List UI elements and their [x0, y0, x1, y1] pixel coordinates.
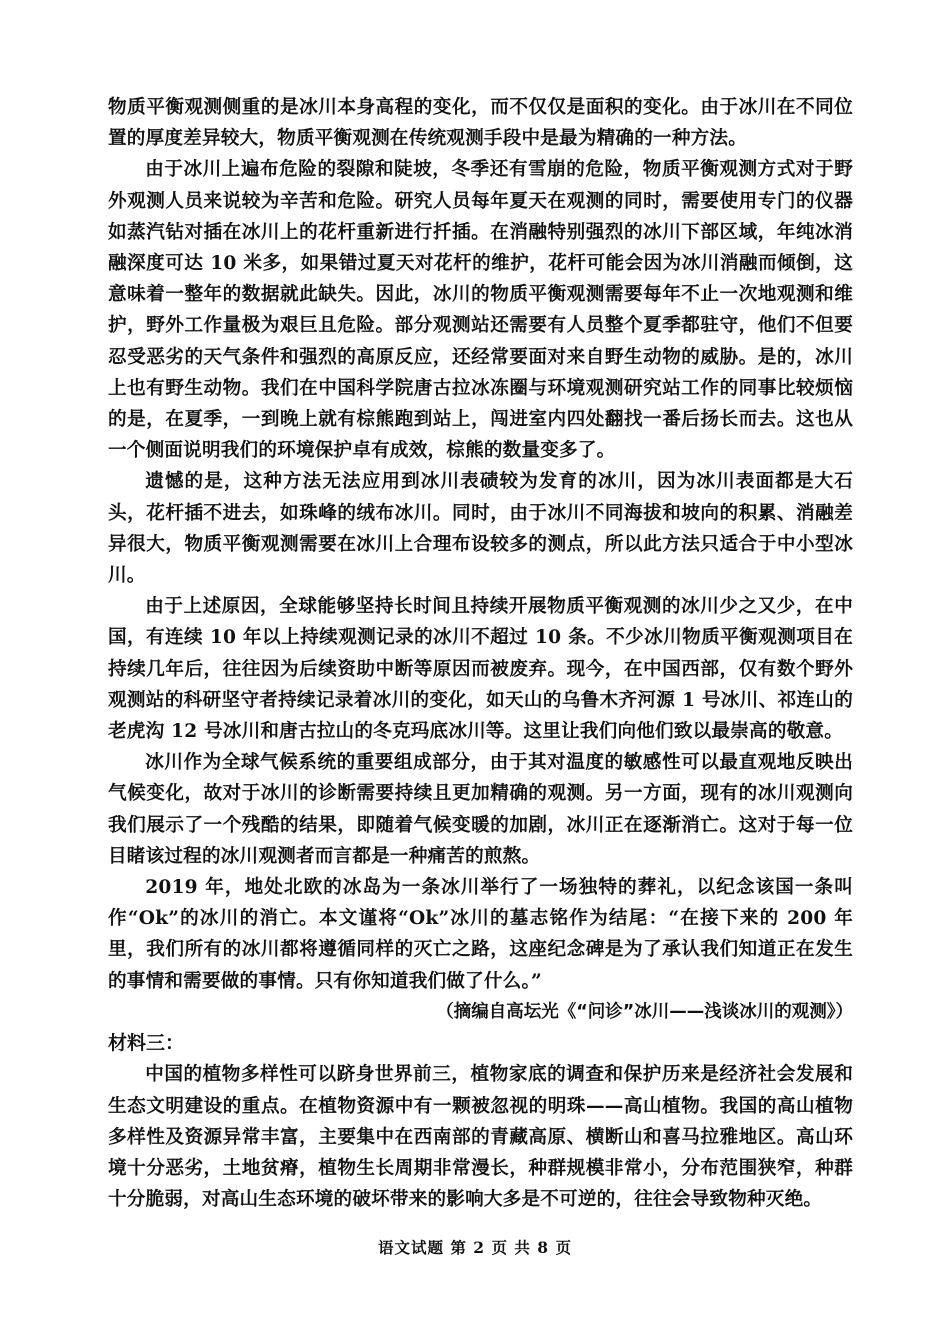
- exam-page-content: [108, 92, 853, 1215]
- paragraph-mass-balance-intro: 物质平衡观测侧重的是冰川本身高程的变化，而不仅仅是面积的变化。由于冰川在不同位置的厚度差异较大，物质平衡观测在传统观测手段中是最为精确的一种方法。: [108, 97, 853, 150]
- paragraph-climate-significance: 冰川作为全球气候系统的重要组成部分，由于其对温度的敏感性可以最直观地反映出气候变化，故对于冰川的诊断需要持续且更加精确的观测。另一方面，现有的冰川观测向我们展示了一个残酷的结果，即随着气候变暖的加剧，冰川正在逐渐消亡。这对于每一位目睹该过程的冰川观测者而言都是一种痛苦的煎熬。: [108, 752, 853, 867]
- paragraph-long-term-observation: 由于上述原因，全球能够坚持长时间且持续开展物质平衡观测的冰川少之又少，在中国，有连续 10 年以上持续观测记录的冰川不超过 10 条。不少冰川物质平衡观测项目在持续几年后，往往因为后续资助中断等原因而被废弃。现今，在中国西部，仅有数个野外观测站的科研坚守者持续记录着冰川的变化，如天山的乌鲁木齐河源 1 号冰川、祁连山的老虎沟 12 号冰川和唐古拉山的冬克玛底冰川等。这里让我们向他们致以最崇高的敬意。: [108, 596, 853, 743]
- material-three-heading: 材料三：: [108, 1032, 185, 1055]
- paragraph-alpine-plants: 中国的植物多样性可以跻身世界前三，植物家底的调查和保护历来是经济社会发展和生态文明建设的重点。在植物资源中有一颗被忽视的明珠——高山植物。我国的高山植物多样性及资源异常丰富，主要集中在西南部的青藏高原、横断山和喜马拉雅地区。高山环境十分恶劣，土地贫瘠，植物生长周期非常漫长，种群规模非常小，分布范围狭窄，种群十分脆弱，对高山生态环境的破坏带来的影响大多是不可逆的，往往会导致物种灭绝。: [108, 1064, 853, 1211]
- paragraph-method-limitation: 遗憾的是，这种方法无法应用到冰川表碛较为发育的冰川，因为冰川表面都是大石头，花杆插不进去，如珠峰的绒布冰川。同时，由于冰川不同海拔和坡向的积累、消融差异很大，物质平衡观测需要在冰川上合理布设较多的测点，所以此方法只适合于中小型冰川。: [108, 471, 853, 587]
- source-citation: （摘编自高坛光《“问诊”冰川——浅谈冰川的观测》）: [436, 1001, 853, 1022]
- paragraph-ok-glacier-funeral: 2019 年，地处北欧的冰岛为一条冰川举行了一场独特的葬礼，以纪念该国一条叫作“Ok”的冰川的消亡。本文谨将“Ok”冰川的墓志铭作为结尾：“在接下来的 200 年里，我们所有的冰川都将遵循同样的灭亡之路，这座纪念碑是为了承认我们知道正在发生的事情和需要做的事情。只有你知道我们做了什么。”: [108, 877, 853, 992]
- page-footer: 语文试题 第 2 页 共 8 页: [378, 1238, 572, 1257]
- paragraph-field-danger: 由于冰川上遍布危险的裂隙和陡坡，冬季还有雪崩的危险，物质平衡观测方式对于野外观测人员来说较为辛苦和危险。研究人员每年夏天在观测的同时，需要使用专门的仪器如蒸汽钻对插在冰川上的花杆重新进行扦插。在消融特别强烈的冰川下部区域，年纯冰消融深度可达 10 米多，如果错过夏天对花杆的维护，花杆可能会因为冰川消融而倾倒，这意味着一整年的数据就此缺失。因此，冰川的物质平衡观测需要每年不止一次地观测和维护，野外工作量极为艰巨且危险。部分观测站还需要有人员整个夏季都驻守，他们不但要忍受恶劣的天气条件和强烈的高原反应，还经常要面对来自野生动物的威胁。是的，冰川上也有野生动物。我们在中国科学院唐古拉冰冻圈与环境观测研究站工作的同事比较烦恼的是，在夏季，一到晚上就有棕熊跑到站上，闯进室内四处翻找一番后扬长而去。这也从一个侧面说明我们的环境保护卓有成效，棕熊的数量变多了。: [108, 159, 853, 462]
